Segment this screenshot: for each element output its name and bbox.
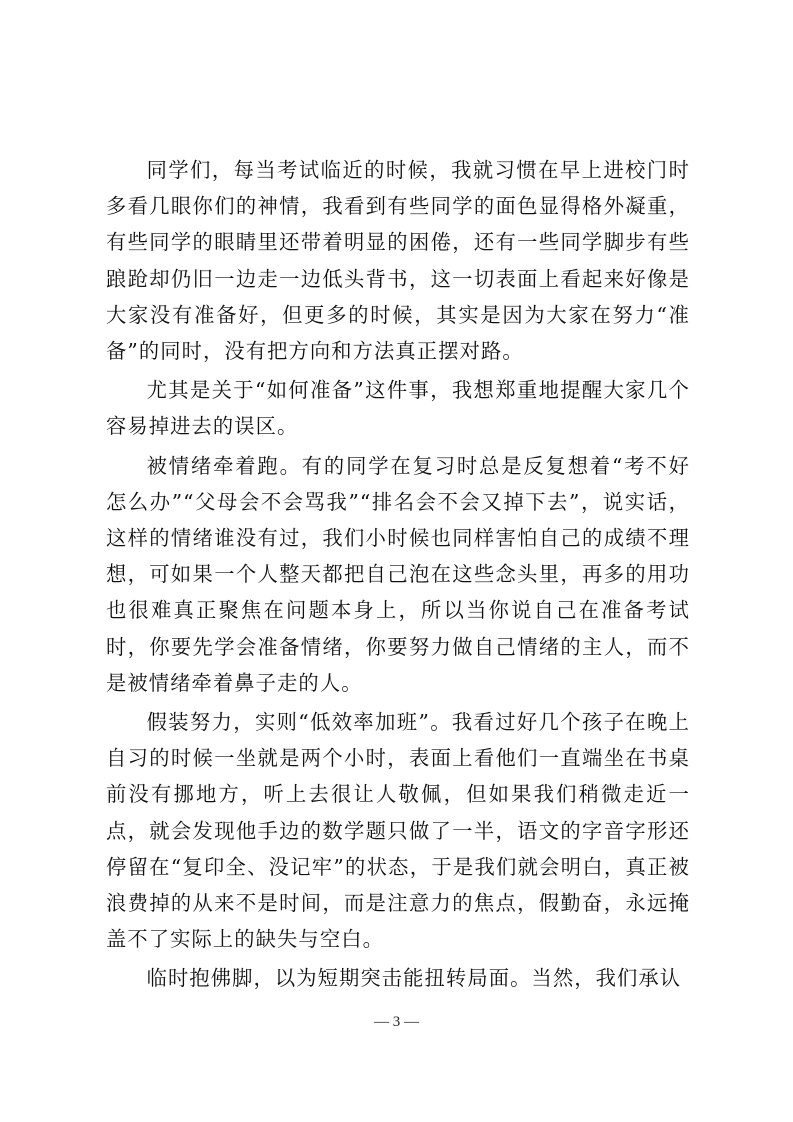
paragraph-4: 假装努力，实则“低效率加班”。我看过好几个孩子在晚上自习的时候一坐就是两个小时，表面上看他们一直端坐在书桌前没有挪地方，听上去很让人敬佩，但如果我们稍微走近一点，就会发现他手边的数学题只做了一半，语文的字音字形还停留在“复印全、没记牢”的状态，于是我们就会明白，真正被浪费掉的从来不是时间，而是注意力的焦点，假勤奋，永远掩盖不了实际上的缺失与空白。	[106, 710, 690, 952]
body-text	[106, 152, 690, 1000]
paragraph-5: 临时抱佛脚，以为短期突击能扭转局面。当然，我们承认	[146, 966, 682, 991]
paragraph-3: 被情绪牵着跑。有的同学在复习时总是反复想着“考不好怎么办”“父母会不会骂我”“排名会不会又掉下去”，说实话，这样的情绪谁没有过，我们小时候也同样害怕自己的成绩不理想，可如果一个人整天都把自己泡在这些念头里，再多的用功也很难真正聚焦在问题本身上，所以当你说自己在准备考试时，你要先学会准备情绪，你要努力做自己情绪的主人，而不是被情绪牵着鼻子走的人。	[106, 453, 690, 695]
page-number: — 3 —	[374, 1014, 419, 1030]
paragraph-2: 尤其是关于“如何准备”这件事，我想郑重地提醒大家几个容易掉进去的误区。	[106, 378, 690, 439]
paragraph-1: 同学们，每当考试临近的时候，我就习惯在早上进校门时多看几眼你们的神情，我看到有些同学的面色显得格外凝重，有些同学的眼睛里还带着明显的困倦，还有一些同学脚步有些踉跄却仍旧一边走一边低头背书，这一切表面上看起来好像是大家没有准备好，但更多的时候，其实是因为大家在努力“准备”的同时，没有把方向和方法真正摆对路。	[106, 158, 690, 364]
